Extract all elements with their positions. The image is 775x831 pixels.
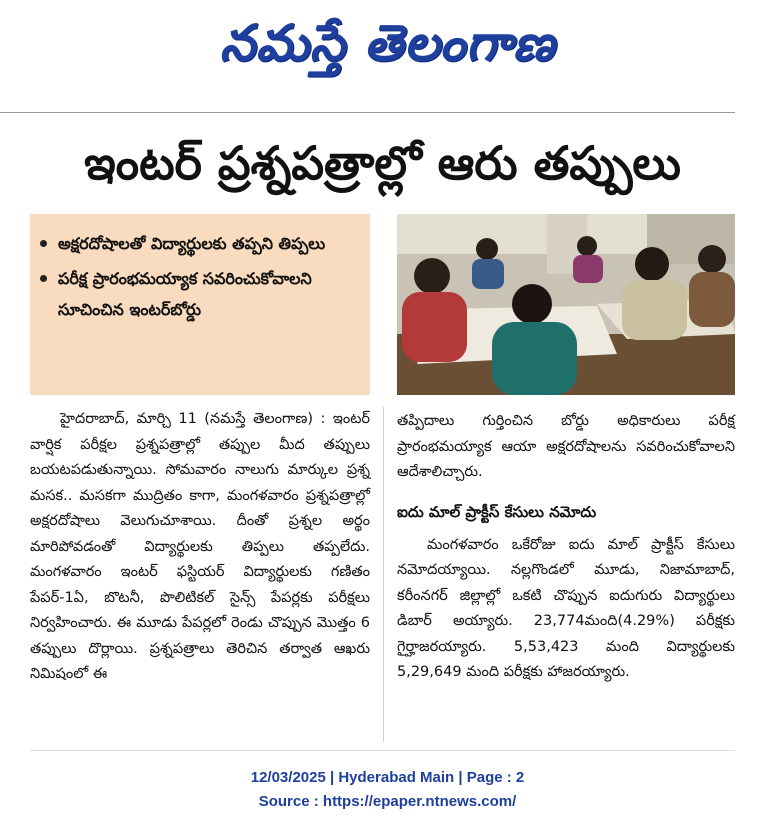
masthead-logo-text: నమస్తే తెలంగాణ <box>219 14 556 72</box>
bullet-icon <box>40 240 47 247</box>
bottom-divider <box>30 750 735 751</box>
article-paragraph: హైదరాబాద్, మార్చి 11 (నమస్తే తెలంగాణ) : ఇంటర్ వార్షిక పరీక్షల ప్రశ్నపత్రాల్లో తప్పుల మీద తప్పులు బయటపడుతున్నాయి. సోమవారం నాలుగు మార్కుల ప్రశ్న మసక.. మసకగా ముద్రితం కాగా, మంగళవారం ప్రశ్నపత్రాల్లో అక్షరదోషాలు వెలుగుచూశాయి. దీంతో ప్రశ్నల అర్థం మారిపోవడంతో విద్యార్థులకు తిప్పలు తప్పలేదు. మంగళవారం ఇంటర్ ఫస్టియర్ విద్యార్థులకు గణితం పేపర్-1ఏ, బొటనీ, పొలిటికల్ సైన్స్ పేపర్లకు పరీక్షలు నిర్వహించారు. ఈ మూడు పేపర్లలో రెండు చొప్పున మొత్తం 6 తప్పులు దొర్లాయి. ప్రశ్నపత్రాలు తెరిచిన తర్వాత ఆఖరు నిమిషంలో ఈ <box>30 411 370 682</box>
top-divider <box>0 112 735 113</box>
footer <box>0 766 775 814</box>
bullet-icon <box>40 275 47 282</box>
footer-source-link[interactable]: Source : https://epaper.ntnews.com/ <box>258 793 517 810</box>
article-paragraph: మంగళవారం ఒకేరోజు ఐదు మాల్ ప్రాక్టీస్ కేసులు నమోదయ్యాయి. నల్లగొండలో మూడు, నిజామాబాద్, కరీంనగర్ జిల్లాల్లో ఒకటి చొప్పున ఐదుగురు విద్యార్థులు డిబార్ అయ్యారు. 23,774మంది(4.29%) పరీక్షకు గైర్హాజరయ్యారు. 5,53,423 మంది విద్యార్థులకు 5,29,649 మంది పరీక్షకు హాజరయ్యారు. <box>397 536 735 680</box>
highlight-item <box>58 228 360 259</box>
article-subheading: ఐదు మాల్ ప్రాక్టీస్ కేసులు నమోదు <box>397 502 597 521</box>
masthead <box>0 4 775 82</box>
highlight-text: పరీక్ష ప్రారంభమయ్యాక సవరించుకోవాలని సూచించిన ఇంటర్‌బోర్డు <box>58 269 312 319</box>
column-divider <box>383 407 384 742</box>
article-column-2 <box>397 409 735 686</box>
students-writing-exam-image <box>397 214 735 395</box>
article-headline: ఇంటర్ ప్రశ్నపత్రాల్లో ఆరు తప్పులు <box>84 136 681 190</box>
highlight-text: అక్షరదోషాలతో విద్యార్థులకు తప్పని తిప్పలు <box>58 234 326 253</box>
footer-date-edition-page: 12/03/2025 | Hyderabad Main | Page : 2 <box>250 769 525 786</box>
article-column-1 <box>30 407 370 688</box>
exam-hall-photo <box>397 214 735 395</box>
highlights-box <box>30 214 370 395</box>
article-paragraph: తప్పిదాలు గుర్తించిన బోర్డు అధికారులు పరీక్ష ప్రారంభమయ్యాక ఆయా అక్షరదోషాలను సవరించుకోవాలని ఆదేశాలిచ్చారు. <box>397 413 735 480</box>
highlight-item <box>58 263 360 325</box>
